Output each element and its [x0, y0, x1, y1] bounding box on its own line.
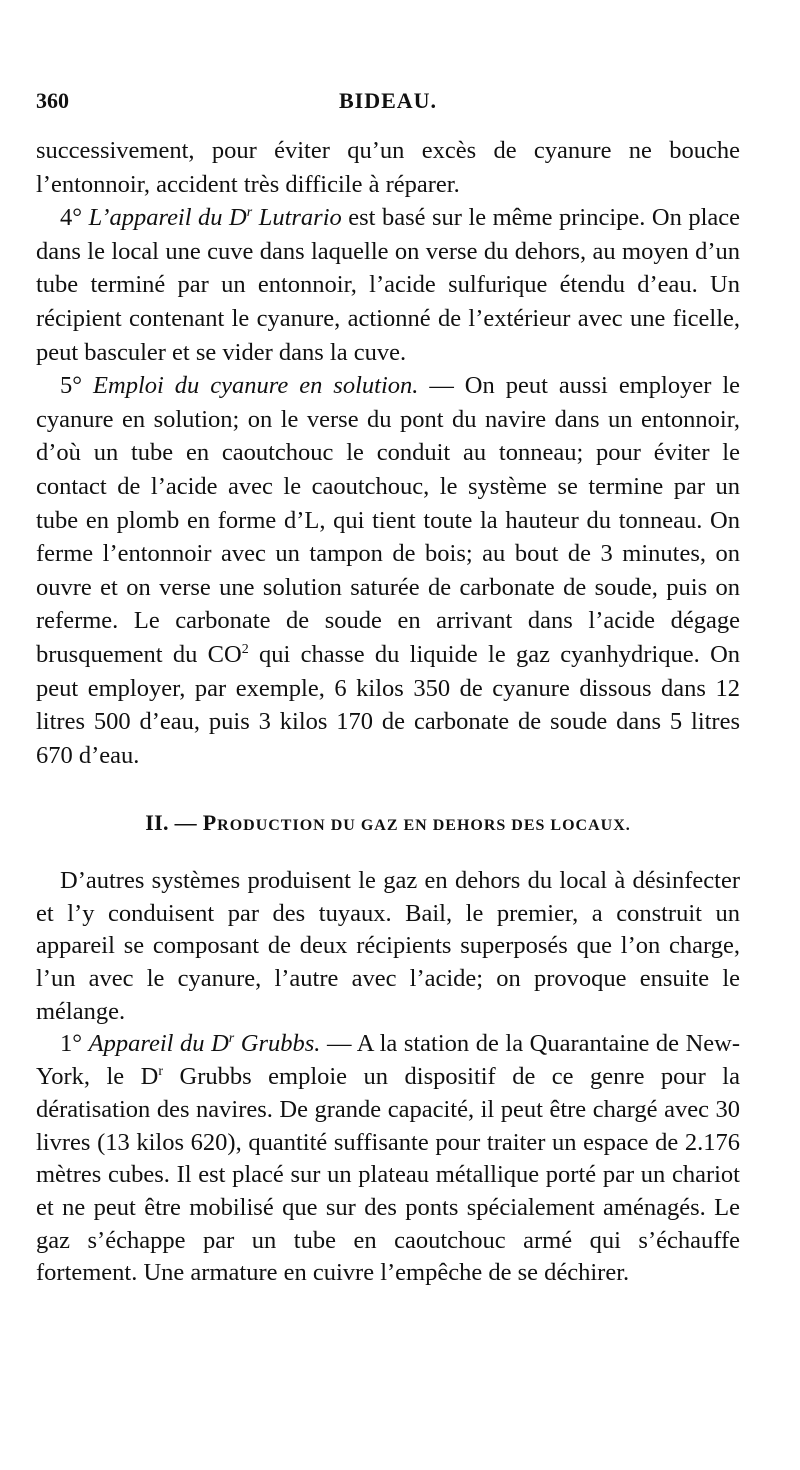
paragraph-text: — A la station de la Quarantaine de New-York, le D	[36, 1030, 741, 1091]
paragraph-lutrario	[36, 201, 740, 369]
section-heading	[36, 806, 740, 843]
running-title: BIDEAU.	[338, 88, 438, 113]
paragraph-text: Grubbs emploie un dispositif de ce genre pour la dératisation des navires. De grande capacité, il peut être chargé avec 30 livres (13 kilos 620), quantité suffisante pour traiter un espace de 2.176 mètres cubes. Il est placé sur un plateau métallique porté par un chariot et ne peut être mobilisé que sur des ponts spécialement aménagés. Le gaz s’échappe par un tube en caoutchouc armé qui s’échauffe fortement. Une armature en cuivre l’empêche de se déchirer.	[36, 1063, 740, 1287]
running-head	[36, 88, 740, 118]
superscript: r	[158, 1063, 164, 1079]
paragraph-intro	[36, 865, 740, 1029]
paragraph-text: D’autres systèmes produisent le gaz en dehors du local à désinfecter et l’y conduisent par des tuyaux. Bail, le premier, a construit un appareil se composant de deux récipients superposés que l’on charge, l’un avec le cyanure, l’autre avec l’acide; on provoque ensuite le mélange.	[36, 866, 740, 1025]
paragraph-text: — On peut aussi employer le cyanure en solution; on le verse du pont du navire dans un entonnoir, d’où un tube en caoutchouc le conduit au tonneau; pour éviter le contact de l’acide avec le caoutchouc, le système se termine par un tube en plomb en forme d’L, qui tient toute la hauteur du tonneau. On ferme l’entonnoir avec un tampon de bois; au bout de 3 minutes, on ouvre et on verse une solution saturée de carbonate de soude, puis on referme. Le carbonate de soude en arrivant dans l’acide dégage brusquement du CO	[36, 372, 740, 668]
section-title: PRODUCTION DU GAZ EN DEHORS DES LOCAUX.	[202, 810, 631, 836]
item-label: 5°	[60, 372, 83, 400]
page-number: 360	[36, 88, 69, 113]
paragraph-text: qui chasse du liquide le gaz cyanhydrique. On peut employer, par exemple, 6 kilos 350 de cyanure dissous dans 12 litres 500 d’eau, puis 3 kilos 170 de carbonate de soude dans 5 litres 670 d’eau.	[36, 640, 741, 769]
item-label: 4°	[60, 204, 83, 232]
paragraph-text: successivement, pour éviter qu’un excès de cyanure ne bouche l’entonnoir, accident très difficile à réparer.	[36, 137, 740, 198]
section-numeral: II. —	[145, 810, 197, 836]
paragraph-grubbs	[36, 1028, 740, 1290]
item-title: Emploi du cyanure en solution.	[93, 372, 419, 400]
page-body	[36, 134, 740, 1290]
item-title: Appareil du $D^r$ Grubbs.	[88, 1030, 321, 1058]
item-title: L’appareil du $D^r$ Lutrario	[88, 204, 342, 232]
paragraph-continuation	[36, 134, 740, 201]
section-body	[36, 865, 740, 1290]
paragraph-solution	[36, 369, 740, 772]
superscript: 2	[241, 641, 249, 657]
paragraph-text: est basé sur le même principe. On place dans le local une cuve dans laquelle on verse du dehors, au moyen d’un tube terminé par un entonnoir, l’acide sulfurique étendu d’eau. Un récipient contenant le cyanure, actionné de l’extérieur avec une ficelle, peut basculer et se vider dans la cuve.	[36, 204, 741, 366]
item-label: 1°	[60, 1030, 83, 1058]
